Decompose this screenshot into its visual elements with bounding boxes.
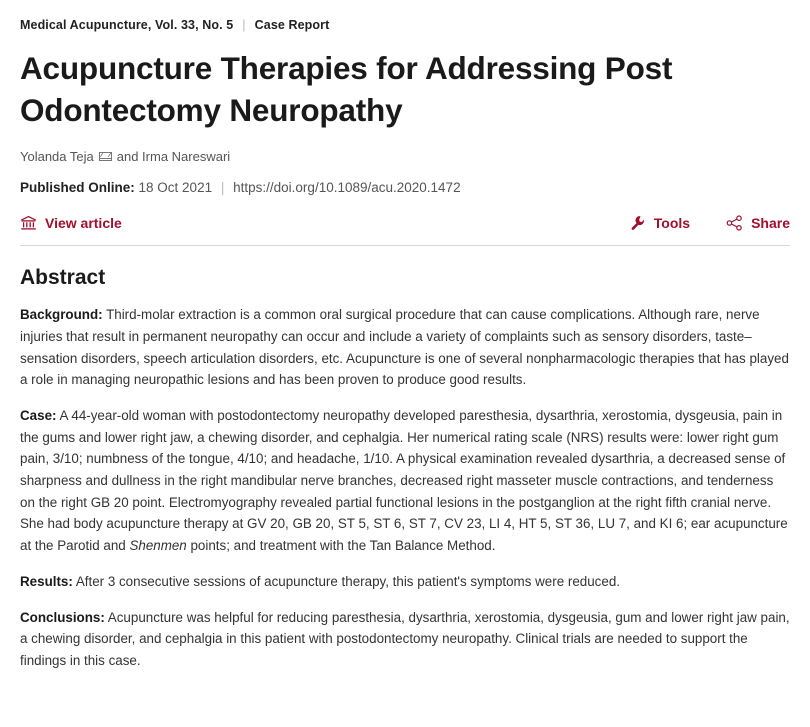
abstract-text-conclusions: Acupuncture was helpful for reducing paresthesia, dysarthria, xerostomia, dysgeusia, gum and lower right jaw pain, a chewing disorder, and cephalgia in this patient with postodontectomy neuropathy. Clinical trials are needed to support the findings in this case. bbox=[20, 609, 790, 668]
abstract-text-results: After 3 consecutive sessions of acupuncture therapy, this patient's symptoms were reduced. bbox=[72, 573, 620, 589]
institution-icon bbox=[20, 215, 37, 231]
page-title: Acupuncture Therapies for Addressing Post Odontectomy Neuropathy bbox=[20, 50, 673, 128]
abstract-label-case: Case: bbox=[20, 407, 57, 423]
breadcrumb-section[interactable]: Case Report bbox=[254, 18, 330, 32]
author-list bbox=[20, 149, 790, 164]
breadcrumb-separator: | bbox=[242, 18, 246, 32]
abstract-label-background: Background: bbox=[20, 307, 103, 323]
abstract-text-background: Third-molar extraction is a common oral surgical procedure that can cause complications. Although rare, nerve injuries that result in permanent neuropathy can occur and include a variety of complaints such as sensory disorders, taste–sensation disorders, speech articulation disorders, etc. Acupuncture is one of several nonpharmacologic therapies that has played a role in managing neuropathic lesions and has been proven to produce good results. bbox=[20, 307, 789, 388]
breadcrumb-journal[interactable]: Medical Acupuncture, bbox=[20, 18, 152, 32]
share-label: Share bbox=[751, 215, 790, 232]
email-icon[interactable] bbox=[99, 152, 112, 161]
breadcrumb bbox=[20, 18, 790, 32]
author-name-primary[interactable]: Yolanda Teja bbox=[20, 149, 94, 165]
share-icon bbox=[726, 215, 743, 231]
abstract-heading: Abstract bbox=[20, 266, 106, 290]
abstract-label-conclusions: Conclusions: bbox=[20, 609, 105, 625]
doi-link[interactable]: https://doi.org/10.1089/acu.2020.1472 bbox=[233, 180, 461, 196]
published-date: 18 Oct 2021 bbox=[138, 180, 213, 196]
view-article-button[interactable] bbox=[20, 215, 122, 231]
abstract-italic-case: Shenmen bbox=[129, 538, 187, 554]
tools-button[interactable] bbox=[630, 215, 690, 231]
action-bar-right bbox=[630, 215, 790, 231]
abstract-paragraph-conclusions bbox=[20, 607, 790, 672]
breadcrumb-volume[interactable]: Vol. 33, No. 5 bbox=[155, 18, 234, 32]
tools-label: Tools bbox=[653, 215, 691, 232]
article-action-bar bbox=[20, 215, 790, 246]
abstract-paragraph-results bbox=[20, 571, 790, 593]
abstract-text-case-2: points; and treatment with the Tan Balance Method. bbox=[186, 538, 496, 554]
abstract-paragraph-case bbox=[20, 405, 790, 557]
view-article-label: View article bbox=[45, 215, 122, 232]
abstract-text-case: A 44-year-old woman with postodontectomy neuropathy developed paresthesia, dysarthria, xerostomia, dysgeusia, pain in the gums and lower right jaw, a chewing disorder, and cephalgia. Her numerical rating scale (NRS) results were: lower right gum pain, 3/10; numbness of the tongue, 4/10; and headache, 1/10. A physical examination revealed dysarthria, a decreased sense of sharpness and dullness in the right mandibular nerve branches, decreased right masseter muscle contractions, and tenderness on the right GB 20 point. Electromyography revealed partial functional lesions in the postganglion at the right fifth cranial nerve. She had body acupuncture therapy at GV 20, GB 20, ST 5, ST 6, ST 7, CV 23, LI 4, HT 5, ST 36, LU 7, and KI 6; ear acupuncture at the Parotid and bbox=[20, 407, 788, 554]
author-names-rest: and Irma Nareswari bbox=[116, 149, 231, 165]
wrench-icon bbox=[630, 215, 646, 231]
abstract-paragraph-background bbox=[20, 304, 790, 391]
published-separator: | bbox=[220, 180, 225, 196]
share-button[interactable] bbox=[726, 215, 790, 231]
publication-info bbox=[20, 180, 790, 195]
published-label: Published Online: bbox=[20, 180, 135, 196]
abstract-label-results: Results: bbox=[20, 573, 73, 589]
